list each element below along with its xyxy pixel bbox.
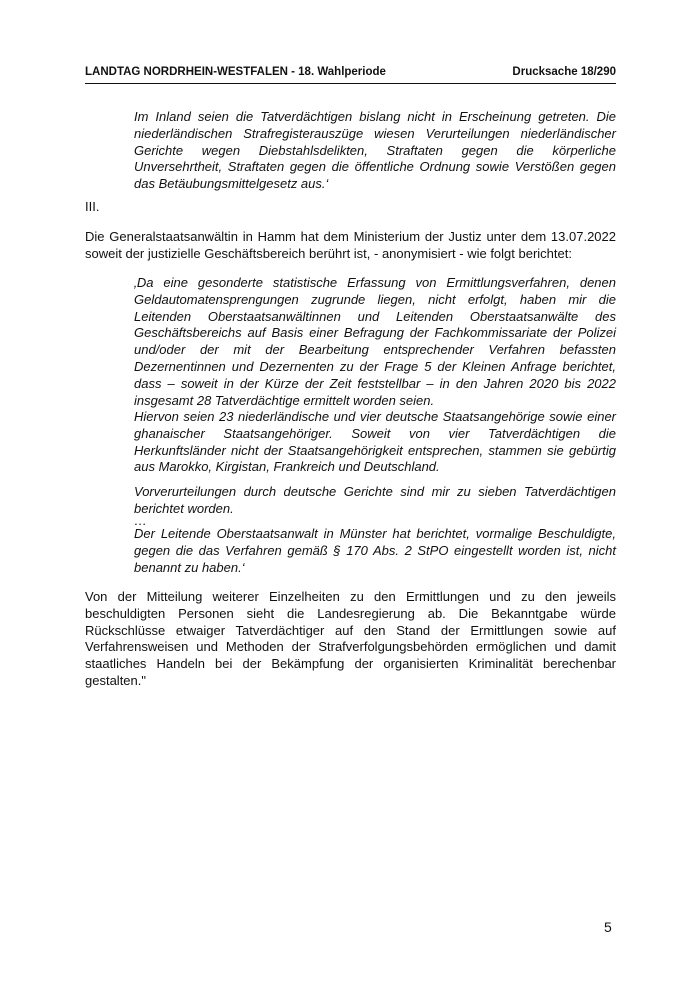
quote-paragraph-3: Vorverurteilungen durch deutsche Gerichte sind mir zu sieben Tatverdächtigen berichtet worden.: [134, 484, 616, 516]
header-parliament: LANDTAG NORDRHEIN-WESTFALEN - 18. Wahlperiode: [85, 66, 386, 78]
quote-paragraph-1: ‚Da eine gesonderte statistische Erfassung von Ermittlungsverfahren, denen Geldautomatensprengungen zugrunde liegen, nicht erfolgt, haben mir die Leitenden Oberstaatsanwältinnen und Leitenden Oberstaatsanwälte des Geschäftsbereichs auf Basis einer Befragung der Fachkommissariate der Polizei und/oder der mit der Bearbeitung entsprechender Verfahren befassten Dezernentinnen und Dezernenten zu der Frage 5 der Kleinen Anfrage berichtet, dass – soweit in der Kürze der Zeit feststellbar – in den Jahren 2020 bis 2022 insgesamt 28 Tatverdächtige ermittelt worden seien.: [134, 275, 616, 408]
quote-paragraph-2: Hiervon seien 23 niederländische und vier deutsche Staatsangehörige sowie einer ghanaischer Staatsangehöriger. Soweit von vier Tatverdächtigen die Herkunftsländer nicht der Staatsangehörigkeit entsprechen, stammen sie gebürtig aus Marokko, Kirgistan, Frankreich und Deutschland.: [134, 409, 616, 475]
intro-paragraph: Die Generalstaatsanwältin in Hamm hat dem Ministerium der Justiz unter dem 13.07.2022 soweit der justizielle Geschäftsbereich berührt ist, - anonymisiert - wie folgt berichtet:: [85, 229, 616, 261]
quote-top-paragraph: Im Inland seien die Tatverdächtigen bislang nicht in Erscheinung getreten. Die niederländischen Strafregisterauszüge wiesen Verurteilungen niederländischer Gerichte wegen Diebstahlsdelikten, Straftaten gegen die körperliche Unversehrtheit, Straftaten gegen die öffentliche Ordnung sowie Verstößen gegen das Betäubungsmittelgesetz aus.‘: [134, 109, 616, 192]
header-document-number: Drucksache 18/290: [512, 66, 616, 78]
header-rule: [85, 83, 616, 84]
section-heading: III.: [85, 199, 100, 214]
page-number: 5: [604, 919, 612, 935]
closing-paragraph: Von der Mitteilung weiterer Einzelheiten zu den Ermittlungen und zu den jeweils beschuldigten Personen sieht die Landesregierung ab. Die Bekanntgabe würde Rückschlüsse etwaiger Tatverdächtiger auf den Stand der Ermittlungen sowie auf Verfahrensweisen und Methoden der Strafverfolgungsbehörden ermöglichen und damit staatliches Handeln bei der Bekämpfung der organisierten Kriminalität berechenbar gestalten.": [85, 589, 616, 688]
quote-paragraph-4: Der Leitende Oberstaatsanwalt in Münster hat berichtet, vormalige Beschuldigte, gegen die das Verfahren gemäß § 170 Abs. 2 StPO eingestellt worden ist, nicht benannt zu haben.‘: [134, 526, 616, 575]
quote-ellipsis: …: [134, 513, 147, 528]
